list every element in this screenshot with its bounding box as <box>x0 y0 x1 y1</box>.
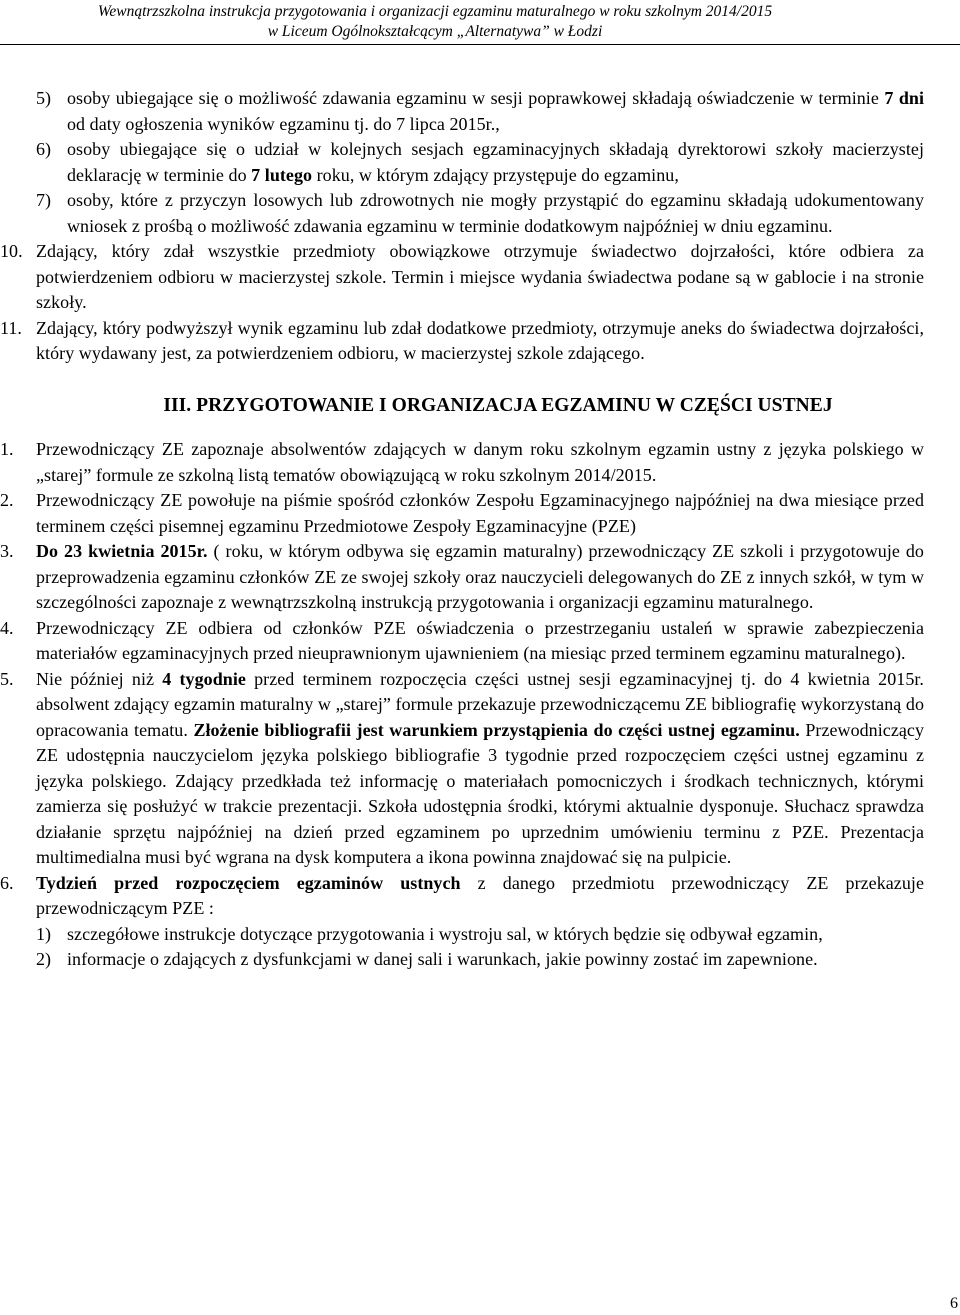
paragraph: 2. Przewodniczący ZE powołuje na piśmie spośród członków Zespołu Egzaminacyjnego najpóźniej na dwa miesiące przed terminem części pisemnej egzaminu Przedmiotowe Zespoły Egzaminacyjne (PZE) <box>0 490 924 536</box>
section-heading: III. PRZYGOTOWANIE I ORGANIZACJA EGZAMINU W CZĘŚCI USTNEJ <box>163 394 833 416</box>
list-item: 5) osoby ubiegające się o możliwość zdawania egzaminu w sesji poprawkowej składają oświadczenie w terminie 7 dni od daty ogłoszenia wyników egzaminu tj. do 7 lipca 2015r., <box>36 88 925 134</box>
paragraph: 3. Do 23 kwietnia 2015r. ( roku, w którym odbywa się egzamin maturalny) przewodniczący ZE szkoli i przygotowuje do przeprowadzenia egzaminu członków ZE ze swojej szkoły oraz nauczycieli delegowanych do ZE z innych szkół, w tym w szczególności zapoznaje z wewnątrzszkolną instrukcją przygotowania i organizacji egzaminu maturalnego. <box>0 541 924 612</box>
paragraph-number: 3. <box>0 541 14 561</box>
paragraph: 11. Zdający, który podwyższył wynik egzaminu lub zdał dodatkowe przedmioty, otrzymuje aneks do świadectwa dojrzałości, który wydawany jest, za potwierdzeniem odbioru, w macierzystej szkole zdającego. <box>0 317 924 363</box>
paragraph: 10. Zdający, który zdał wszystkie przedmioty obowiązkowe otrzymuje świadectwo dojrzałości, które odbiera za potwierdzeniem odbioru w macierzystej szkole. Termin i miejsce wydania świadectwa podane są w gablocie i na stronie szkoły. <box>0 241 924 312</box>
paragraph-number: 6. <box>0 872 14 893</box>
list-item: 1) szczegółowe instrukcje dotyczące przygotowania i wystroju sal, w których będzie się odbywał egzamin, <box>0 922 960 948</box>
item-number: 6) <box>36 139 52 159</box>
list-item: 7) osoby, które z przyczyn losowych lub zdrowotnych nie mogły przystąpić do egzaminu składają udokumentowany wniosek z prośbą o możliwość zdawania egzaminu w terminie dodatkowym najpóźniej w dniu egzaminu. <box>36 190 924 236</box>
header-line-1: Wewnątrzszkolna instrukcja przygotowania i organizacji egzaminu maturalnego w roku szkolnym 2014/2015 <box>97 3 773 20</box>
paragraph-number: 10. <box>0 241 23 261</box>
paragraph-number: 2. <box>0 490 14 510</box>
paragraph-number: 11. <box>0 317 22 338</box>
paragraph-number: 4. <box>0 617 14 638</box>
document-body <box>0 86 960 973</box>
page-header <box>0 0 960 46</box>
list-item: 2) informacje o zdających z dysfunkcjami w danej sali i warunkach, jakie powinny zostać im zapewnione. <box>0 947 960 973</box>
item-number: 7) <box>36 190 52 210</box>
page-number: 6 <box>950 1295 958 1312</box>
item-number: 5) <box>36 88 52 108</box>
paragraph-number: 1. <box>0 439 14 459</box>
item-number: 1) <box>36 923 52 944</box>
item-number: 2) <box>36 949 52 969</box>
list-item: 6) osoby ubiegające się o udział w kolejnych sesjach egzaminacyjnych składają dyrektorowi szkoły macierzystej deklarację w terminie do 7 lutego roku, w którym zdający przystępuje do egzaminu, <box>36 139 924 185</box>
header-rule <box>0 44 960 45</box>
header-line-2: w Liceum Ogólnokształcącym „Alternatywa” w Łodzi <box>267 23 603 40</box>
paragraph-number: 5. <box>0 668 14 689</box>
paragraph: 1. Przewodniczący ZE zapoznaje absolwentów zdających w danym roku szkolnym egzamin ustny z języka polskiego w „starej” formule ze szkolną listą tematów obowiązującą w roku szkolnym 2014/2015. <box>0 439 924 485</box>
paragraph: 5. Nie później niż 4 tygodnie przed terminem rozpoczęcia części ustnej sesji egzaminacyjnej tj. do 4 kwietnia 2015r. absolwent zdający egzamin maturalny w „starej” formule przekazuje przewodniczącemu ZE bibliografię wykorzystaną do opracowania tematu. Złożenie bibliografii jest warunkiem przystąpienia do części ustnej egzaminu. Przewodniczący ZE udostępnia nauczycielom języka polskiego bibliografie 3 tygodnie przed rozpoczęciem części ustnej egzaminu z języka polskiego. Zdający przedkłada też informację o materiałach pomocniczych i środkach technicznych, którymi zamierza się posłużyć w trakcie prezentacji. Szkoła udostępnia środki, którymi aktualnie dysponuje. Słuchacz sprawdza działanie sprzętu najpóźniej na dzień przed egzaminem po uprzednim umówieniu terminu z PZE. Prezentacja multimedialna musi być wgrana na dysk komputera a ikona powinna znajdować się na pulpicie. <box>0 668 924 867</box>
paragraph: 6. Tydzień przed rozpoczęciem egzaminów ustnych z danego przedmiotu przewodniczący ZE przekazuje przewodniczącym PZE : <box>0 872 924 918</box>
paragraph: 4. Przewodniczący ZE odbiera od członków PZE oświadczenia o przestrzeganiu ustaleń w sprawie zabezpieczenia materiałów egzaminacyjnych przed nieuprawnionym ujawnieniem (na miesiąc przed terminem egzaminu maturalnego). <box>0 617 924 663</box>
